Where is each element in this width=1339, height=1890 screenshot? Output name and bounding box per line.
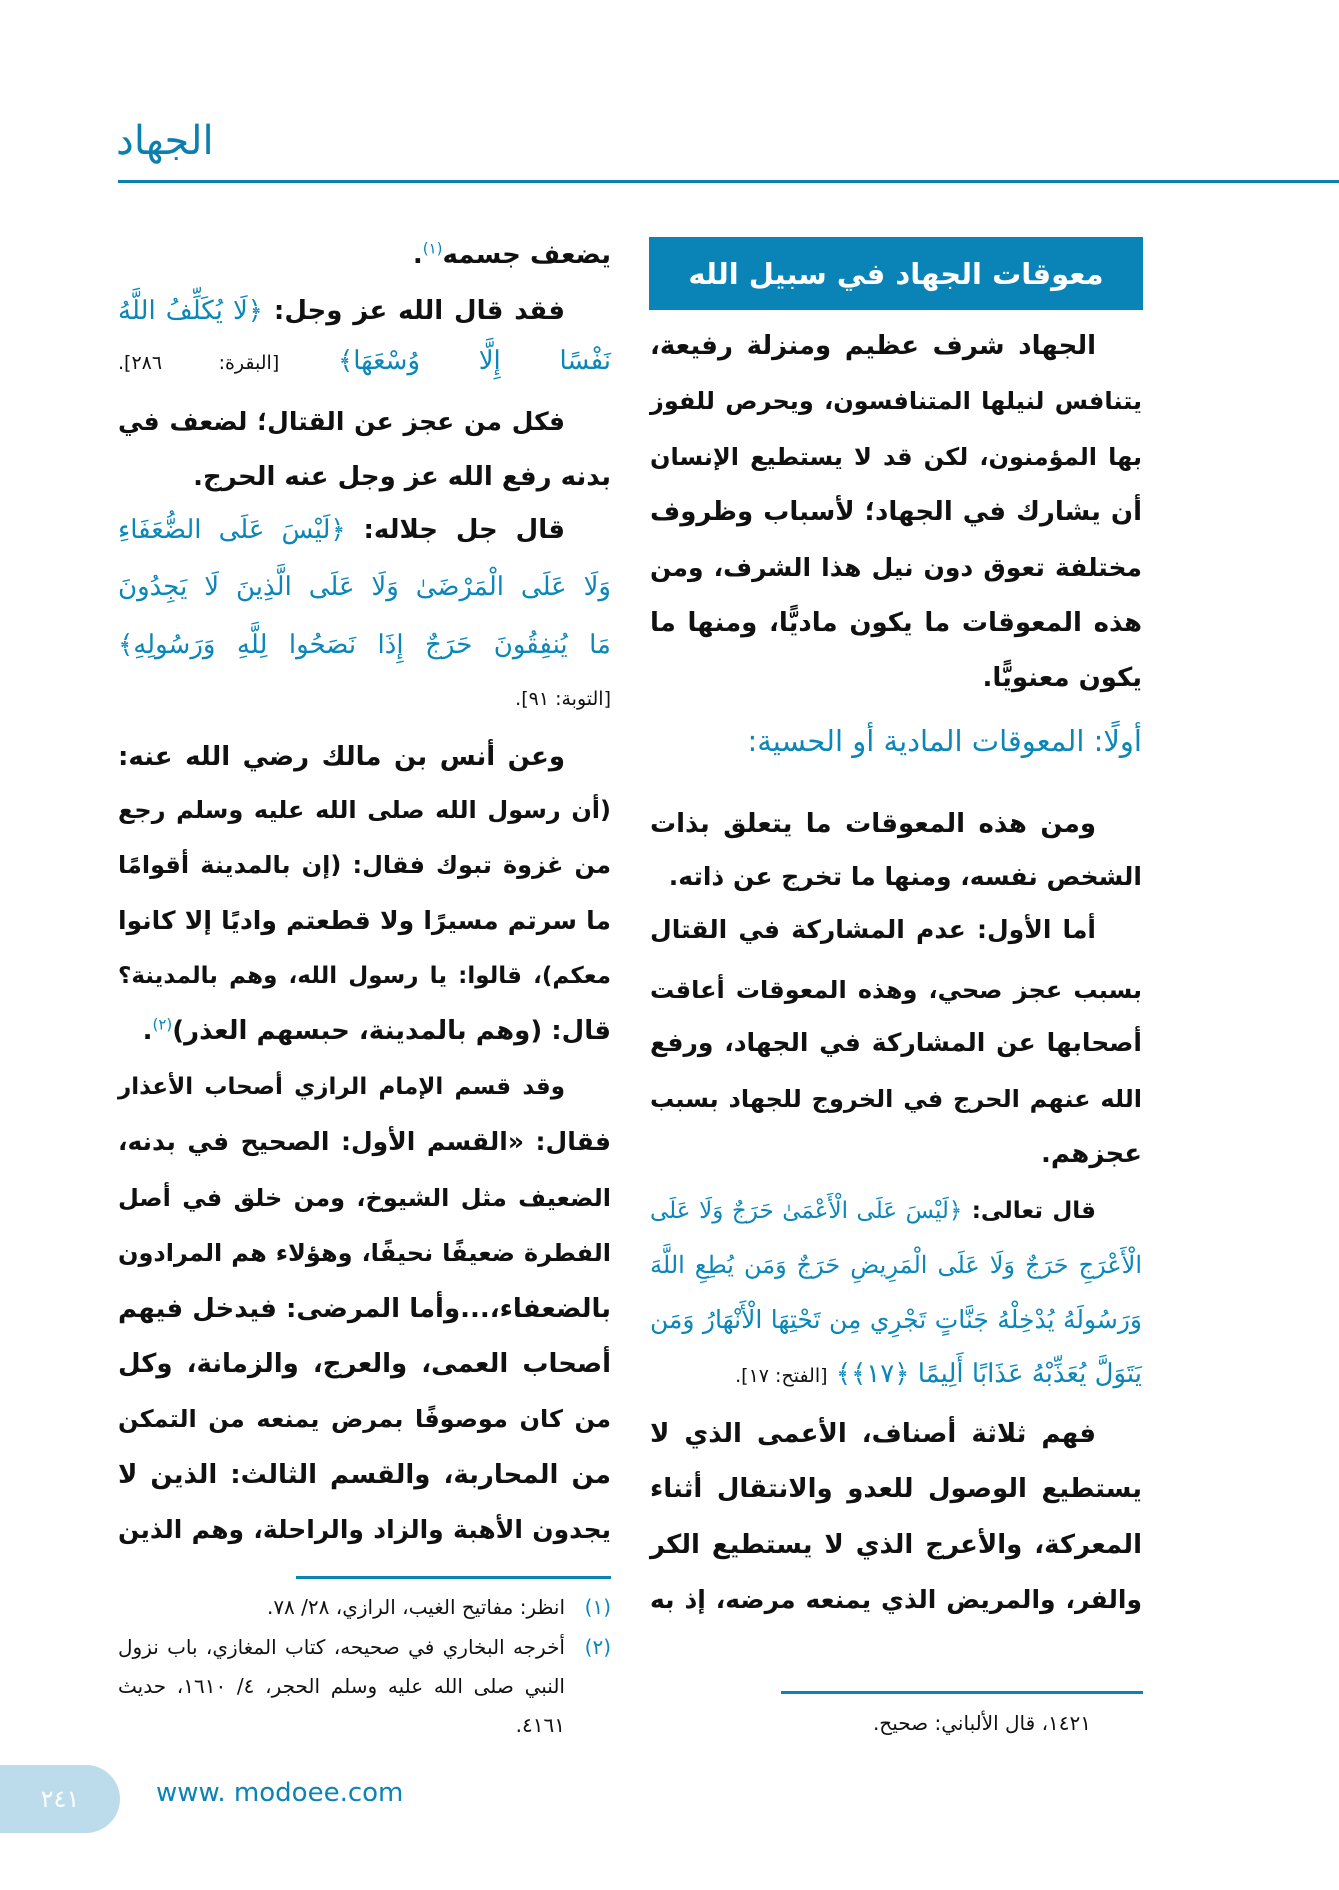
text-line — [118, 1283, 611, 1335]
text-line — [650, 1348, 1142, 1400]
text-line — [650, 1239, 1142, 1291]
text-line — [118, 1504, 611, 1556]
quran-verse: الْأَعْرَجِ حَرَجٌ وَلَا عَلَى الْمَرِيضِ حَرَجٌ وَمَن يُطِعِ اللَّهَ — [650, 1251, 1142, 1279]
text-line — [650, 1185, 1142, 1237]
footnote-1 — [118, 1588, 611, 1627]
footnote-2 — [118, 1628, 611, 1745]
text-line — [118, 784, 611, 836]
line-text: فكل من عجز عن القتال؛ لضعف في — [118, 407, 565, 436]
text-line — [118, 561, 611, 613]
line-text: فهم ثلاثة أصناف، الأعمى الذي لا — [650, 1419, 1096, 1449]
line-text: معكم)، قالوا: يا رسول الله، وهم بالمدينة؟ — [118, 963, 611, 989]
line-text: . — [142, 1016, 153, 1046]
quran-verse: مَا يُنفِقُونَ حَرَجٌ إِذَا نَصَحُوا لِلَّهِ وَرَسُولِهِ﴾ — [118, 630, 611, 660]
line-text: الشخص نفسه، ومنها ما تخرج عن ذاته. — [668, 862, 1142, 891]
text-line — [650, 1574, 1142, 1626]
line-text: ومن هذه المعوقات ما يتعلق بذات — [650, 809, 1096, 839]
footnote-marker[interactable]: (٢) — [152, 1015, 173, 1034]
website-link[interactable]: www. modoee.com — [156, 1778, 404, 1808]
footnote-continuation: ١٤٢١، قال الألباني: صحيح. — [872, 1711, 1091, 1735]
text-line — [118, 1338, 611, 1390]
text-line — [118, 1449, 611, 1501]
line-text: عجزهم. — [1041, 1139, 1142, 1169]
line-text: من المحاربة، والقسم الثالث: الذين لا — [118, 1460, 611, 1490]
text-line — [118, 839, 611, 891]
line-text: (أن رسول الله صلى الله عليه وسلم رجع — [118, 796, 611, 824]
text-line — [118, 1227, 611, 1279]
line-text: أصحاب العمى، والعرج، والزمانة، وكل — [118, 1349, 611, 1379]
line-text: أما الأول: عدم المشاركة في القتال — [650, 915, 1096, 944]
page-number: ٢٤١ — [40, 1785, 80, 1813]
line-text: بالضعفاء،...وأما المرضى: فيدخل فيهم — [118, 1294, 611, 1324]
line-text: قال: (وهم بالمدينة، حبسهم العذر) — [172, 1016, 611, 1046]
text-line — [650, 542, 1142, 594]
quran-verse: ﴿لَا يُكَلِّفُ اللَّهُ — [118, 296, 264, 326]
text-line — [118, 1061, 611, 1113]
text-line — [118, 895, 611, 947]
line-text: يجدون الأهبة والزاد والراحلة، وهم الذين — [118, 1515, 611, 1544]
line-text: من كان موصوفًا بمرض يمنعه من التمكن — [118, 1405, 611, 1433]
quran-verse: نَفْسًا إِلَّا وُسْعَهَا﴾ — [279, 346, 611, 376]
text-line — [650, 652, 1142, 704]
text-line — [650, 1519, 1142, 1571]
line-text: المعركة، والأعرج الذي لا يستطيع الكر — [650, 1530, 1142, 1560]
line-text: الله عنهم الحرج في الخروج للجهاد بسبب — [650, 1085, 1142, 1113]
line-text: يتنافس لنيلها المتنافسون، ويحرص للفوز — [650, 387, 1142, 415]
line-text: ما سرتم مسيرًا ولا قطعتم واديًا إلا كانوا — [118, 906, 611, 935]
quran-verse: ﴿لَيْسَ عَلَى الضُّعَفَاءِ — [118, 515, 346, 545]
section-title: الجهاد — [116, 118, 214, 164]
text-line — [118, 1005, 611, 1057]
text-line — [118, 335, 611, 387]
text-line — [118, 285, 611, 337]
line-text: فقد قال الله عز وجل: — [263, 296, 565, 326]
text-line — [118, 950, 611, 1002]
verse-reference: [الفتح: ١٧]. — [735, 1365, 828, 1387]
line-text: يكون معنويًّا. — [982, 663, 1142, 693]
verse-reference: [البقرة: ٢٨٦]. — [118, 352, 280, 374]
line-text: قال جل جلاله: — [345, 515, 565, 545]
text-line — [118, 671, 611, 723]
line-text: بسبب عجز صحي، وهذه المعوقات أعاقت — [650, 976, 1142, 1004]
text-line — [650, 320, 1142, 372]
line-text: أصحابها عن المشاركة في الجهاد، ورفع — [650, 1028, 1142, 1057]
footnote-number: (١) — [584, 1595, 611, 1619]
text-line — [118, 229, 611, 281]
chapter-title-box — [649, 237, 1143, 310]
line-text: والفر، والمريض الذي يمنعه مرضه، إذ به — [650, 1585, 1142, 1614]
text-line — [118, 504, 611, 556]
text-line — [118, 1393, 611, 1445]
text-line — [650, 798, 1142, 850]
text-line — [118, 731, 611, 783]
line-text: . — [412, 240, 423, 270]
footnote-divider-left — [296, 1576, 611, 1579]
line-text: يستطيع الوصول للعدو والانتقال أثناء — [650, 1474, 1142, 1504]
text-line — [650, 1294, 1142, 1346]
text-line — [650, 375, 1142, 427]
line-text: بدنه رفع الله عز وجل عنه الحرج. — [193, 462, 611, 492]
footnote-text: أخرجه البخاري في صحيحه، كتاب المغازي، باب نزول النبي صلى الله عليه وسلم الحجر، ٤/ ١٦١٠، حديث ٤١٦١. — [118, 1635, 565, 1737]
text-line — [650, 1408, 1142, 1460]
line-text: فقال: «القسم الأول: الصحيح في بدنه، — [118, 1127, 611, 1156]
text-line — [650, 597, 1142, 649]
text-line — [118, 451, 611, 503]
text-line — [650, 904, 1142, 956]
line-text: الجهاد شرف عظيم ومنزلة رفيعة، — [650, 331, 1096, 361]
text-line — [118, 1172, 611, 1224]
text-line — [118, 1116, 611, 1168]
line-text: الفطرة ضعيفًا نحيفًا، وهؤلاء هم المرادون — [118, 1239, 611, 1267]
text-line — [650, 486, 1142, 538]
line-text: الضعيف مثل الشيوخ، ومن خلق في أصل — [118, 1184, 611, 1212]
footnote-divider-right — [781, 1691, 1143, 1694]
line-text: يضعف جسمه — [442, 240, 611, 270]
line-text: أن يشارك في الجهاد؛ لأسباب وظروف — [650, 497, 1142, 527]
text-line — [118, 619, 611, 671]
footnote-number: (٢) — [584, 1635, 611, 1659]
quran-verse: وَرَسُولَهُ يُدْخِلْهُ جَنَّاتٍ تَجْرِي مِن تَحْتِهَا الْأَنْهَارُ وَمَن — [650, 1305, 1142, 1334]
footnote-text: انظر: مفاتيح الغيب، الرازي، ٢٨/ ٧٨. — [266, 1595, 565, 1619]
text-line — [650, 851, 1142, 903]
quran-verse: يَتَوَلَّ يُعَذِّبْهُ عَذَابًا أَلِيمًا ﴿١٧﴾﴾ — [827, 1359, 1142, 1389]
quran-verse: وَلَا عَلَى الْمَرْضَىٰ وَلَا عَلَى الَّذِينَ لَا يَجِدُونَ — [118, 572, 611, 602]
line-text: بها المؤمنون، لكن قد لا يستطيع الإنسان — [650, 443, 1142, 471]
line-text: وقد قسم الإمام الرازي أصحاب الأعذار — [118, 1074, 565, 1100]
line-text: هذه المعوقات ما يكون ماديًّا، ومنها ما — [650, 608, 1142, 638]
text-line — [650, 431, 1142, 483]
chapter-title: معوقات الجهاد في سبيل الله — [688, 256, 1104, 291]
text-line — [118, 396, 611, 448]
verse-reference: [التوبة: ٩١]. — [515, 688, 611, 710]
line-text: من غزوة تبوك فقال: (إن بالمدينة أقوامًا — [118, 851, 611, 879]
page-number-badge — [0, 1765, 120, 1833]
subheading: أولًا: المعوقات المادية أو الحسية: — [747, 724, 1142, 758]
text-line — [650, 964, 1142, 1016]
text-line — [650, 1017, 1142, 1069]
quran-verse: ﴿لَيْسَ عَلَى الْأَعْمَىٰ حَرَجٌ وَلَا عَلَى — [650, 1198, 963, 1224]
line-text: قال تعالى: — [962, 1198, 1096, 1224]
text-line — [650, 1463, 1142, 1515]
line-text: وعن أنس بن مالك رضي الله عنه: — [118, 742, 565, 772]
text-line — [650, 1128, 1142, 1180]
header-divider — [118, 180, 1339, 183]
line-text: مختلفة تعوق دون نيل هذا الشرف، ومن — [650, 553, 1142, 582]
footnote-marker[interactable]: (١) — [422, 239, 443, 258]
text-line — [650, 1073, 1142, 1125]
